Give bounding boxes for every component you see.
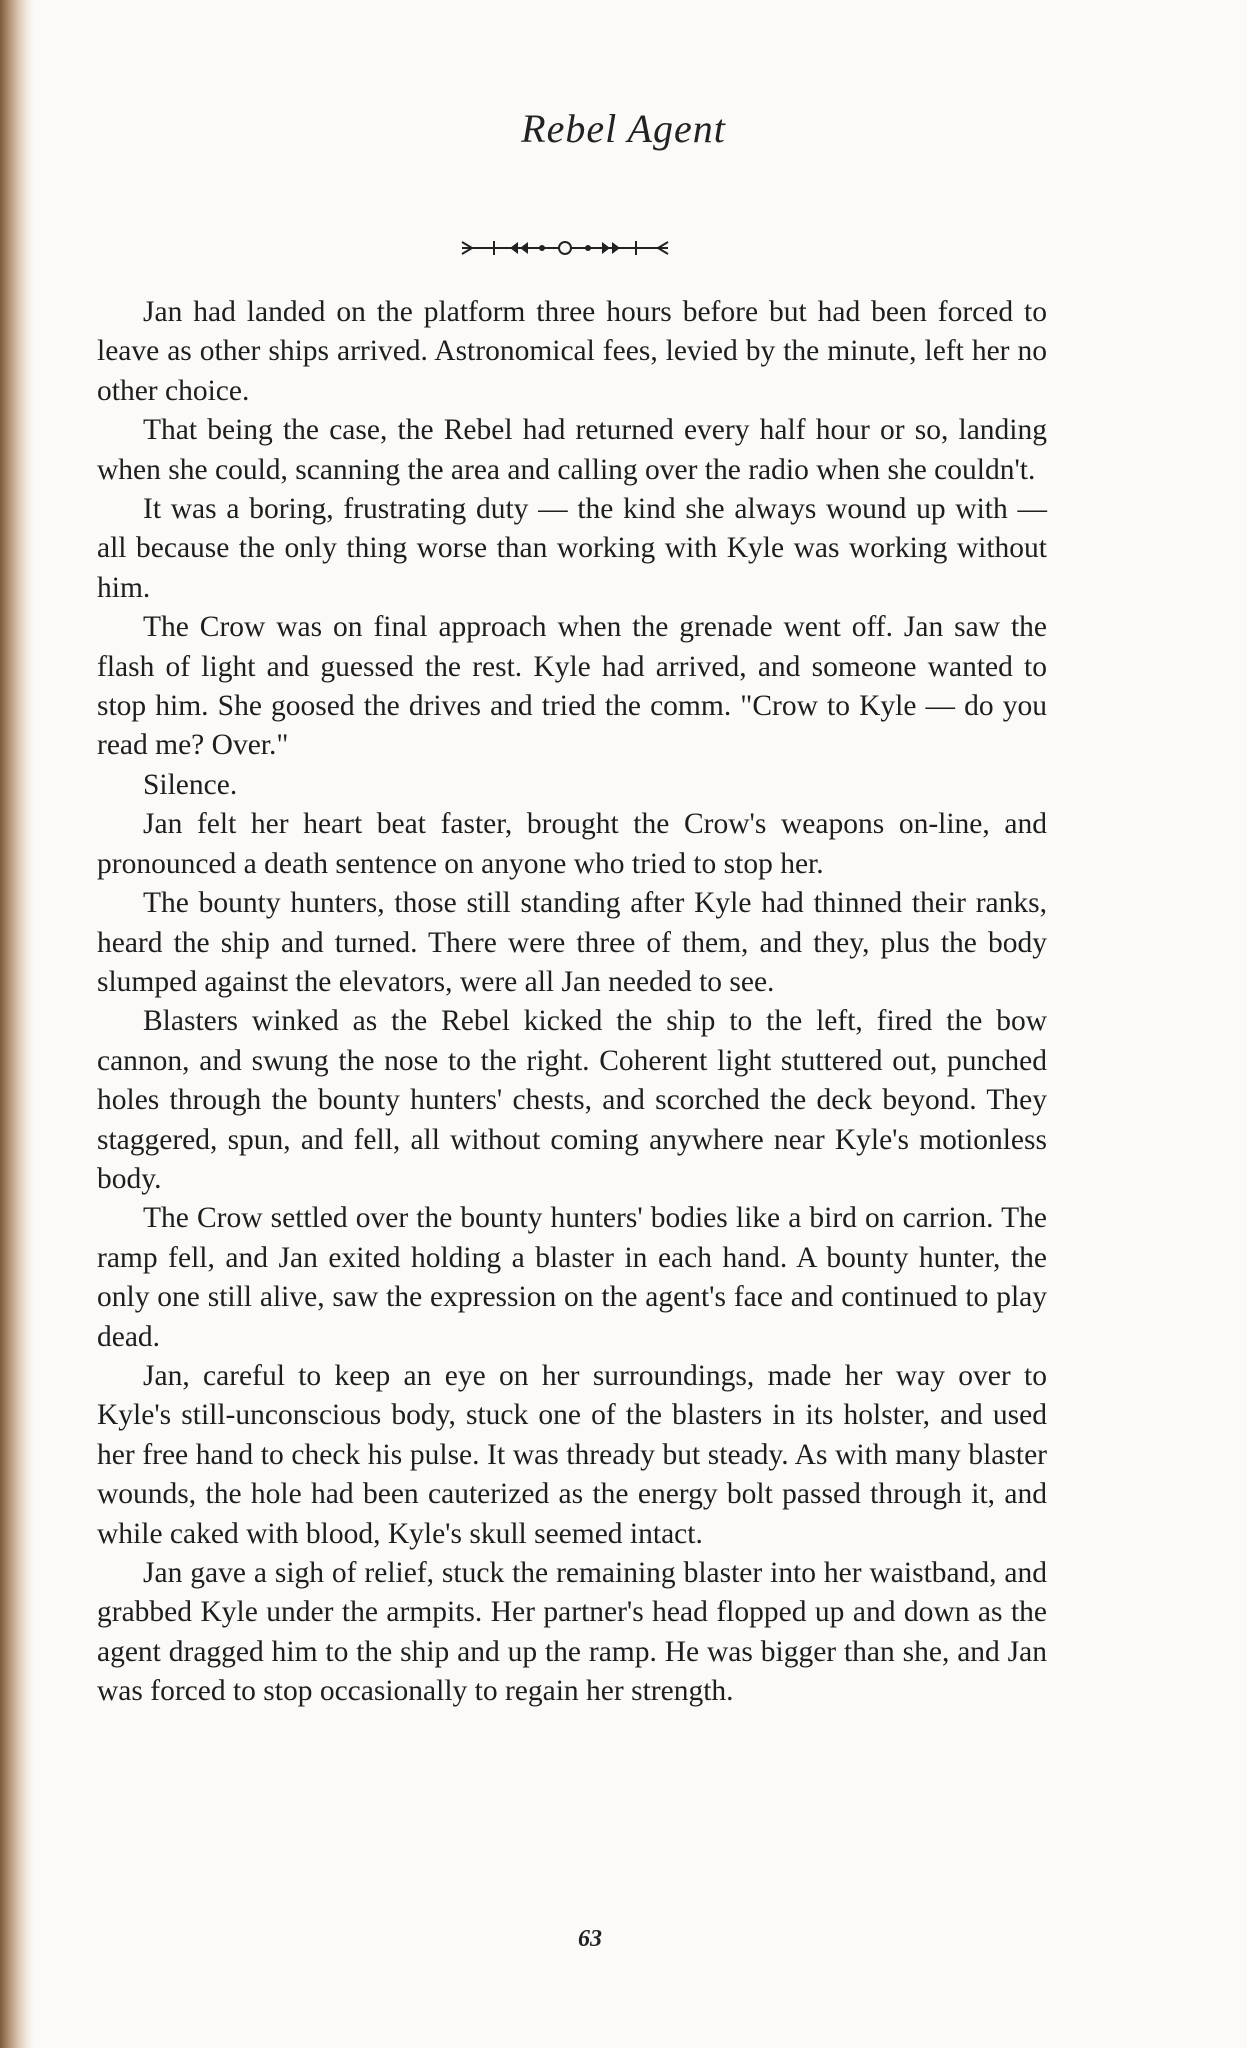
paragraph: Blasters winked as the Rebel kicked the ship to the left, fired the bow cannon, and swung the nose to the right. Coherent light stuttered out, punched holes through the bounty hunters' chests, and scorched the deck beyond. They staggered, spun, and fell, all without coming anywhere near Kyle's motionless body. [97, 1005, 1047, 1195]
body-text [97, 293, 1047, 1712]
paragraph: The bounty hunters, those still standing after Kyle had thinned their ranks, heard the ship and turned. There were three of them, and they, plus the body slumped against the elevators, were all Jan needed to see. [97, 887, 1047, 998]
page-number: 63 [578, 1926, 602, 1952]
paragraph: Silence. [143, 768, 238, 801]
paragraph: It was a boring, frustrating duty — the kind she always wound up with — all because the only thing worse than working with Kyle was working without him. [97, 493, 1047, 604]
paragraph: The Crow was on final approach when the grenade went off. Jan saw the flash of light and guessed the rest. Kyle had arrived, and someone wanted to stop him. She goosed the drives and tried the comm. "Crow to Kyle — do you read me? Over." [97, 611, 1047, 762]
paragraph: Jan, careful to keep an eye on her surroundings, made her way over to Kyle's still-unconscious body, stuck one of the blasters in its holster, and used her free hand to check his pulse. It was thready but steady. As with many blaster wounds, the hole had been cauterized as the energy bolt passed through it, and while caked with blood, Kyle's skull seemed intact. [97, 1359, 1047, 1550]
paragraph: The Crow settled over the bounty hunters' bodies like a bird on carrion. The ramp fell, and Jan exited holding a blaster in each hand. A bounty hunter, the only one still alive, saw the expression on the agent's face and continued to play dead. [97, 1202, 1047, 1353]
paragraph: That being the case, the Rebel had returned every half hour or so, landing when she could, scanning the area and calling over the radio when she couldn't. [97, 414, 1047, 486]
paragraph: Jan gave a sigh of relief, stuck the remaining blaster into her waistband, and grabbed Kyle under the armpits. Her partner's head flopped up and down as the agent dragged him to the ship and up the ramp. He was bigger than she, and Jan was forced to stop occasionally to regain her strength. [97, 1557, 1047, 1708]
ornament-divider [460, 237, 670, 259]
paragraph: Jan had landed on the platform three hours before but had been forced to leave as other ships arrived. Astronomical fees, levied by the minute, left her no other choice. [97, 296, 1047, 407]
book-spine-shadow [0, 0, 34, 2048]
paragraph: Jan felt her heart beat faster, brought the Crow's weapons on-line, and pronounced a death sentence on anyone who tried to stop her. [97, 808, 1047, 880]
running-head: Rebel Agent [521, 106, 726, 151]
